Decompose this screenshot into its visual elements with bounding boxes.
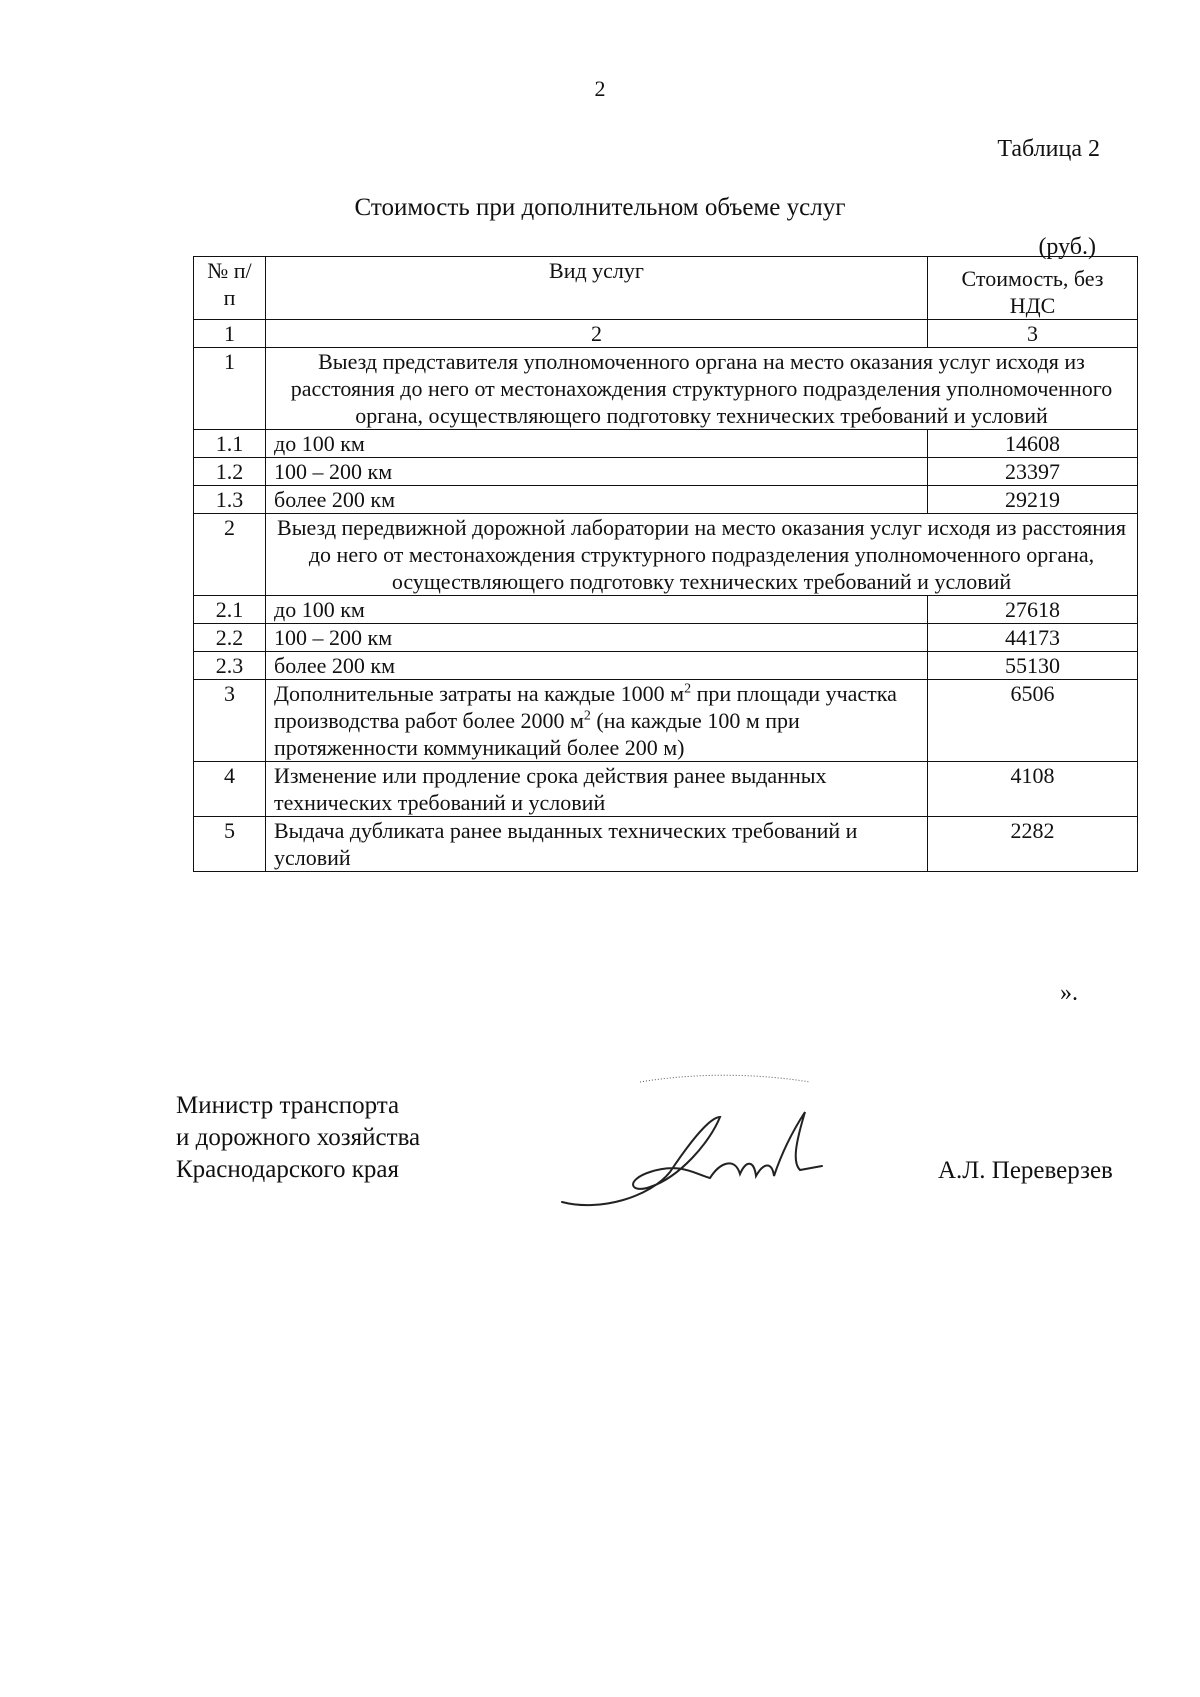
table-row <box>194 430 1138 458</box>
superscript: 2 <box>583 708 591 724</box>
superscript: 2 <box>684 681 692 697</box>
row-price: 23397 <box>928 458 1138 486</box>
row-price: 6506 <box>928 680 1138 762</box>
table-row <box>194 348 1138 430</box>
position-line: и дорожного хозяйства <box>176 1124 421 1151</box>
row-price: 44173 <box>928 624 1138 652</box>
position-line: Министр транспорта <box>176 1092 400 1119</box>
price-table <box>193 256 1138 872</box>
row-service-part2: при площади участка производства работ более 2000 м <box>274 681 897 733</box>
row-num: 2.3 <box>194 652 266 680</box>
row-price: 4108 <box>928 762 1138 817</box>
row-service: Изменение или продление срока действия ранее выданных технических требований и условий <box>266 762 928 817</box>
row-num: 5 <box>194 817 266 872</box>
column-index-2: 2 <box>266 320 928 348</box>
table-row <box>194 624 1138 652</box>
row-num: 2.2 <box>194 624 266 652</box>
row-num: 1.1 <box>194 430 266 458</box>
signer-name: А.Л. Переверзев <box>938 1157 1113 1184</box>
row-num: 3 <box>194 680 266 762</box>
signatory-position <box>176 1090 420 1186</box>
section-heading: Выезд передвижной дорожной лаборатории на место оказания услуг исходя из расстояния до него от местонахождения структурного подразделения уполномоченного органа, осуществляющего подготовку технических требований и условий <box>266 514 1138 596</box>
column-index-3: 3 <box>928 320 1138 348</box>
row-price: 2282 <box>928 817 1138 872</box>
page-number: 2 <box>594 76 606 101</box>
row-num: 1.3 <box>194 486 266 514</box>
table-label: Таблица 2 <box>997 136 1100 162</box>
section-heading: Выезд представителя уполномоченного органа на место оказания услуг исходя из расстояния до него от местонахождения структурного подразделения уполномоченного органа, осуществляющего подготовку технических требований и условий <box>266 348 1138 430</box>
column-index-1: 1 <box>194 320 266 348</box>
row-num: 4 <box>194 762 266 817</box>
row-price: 29219 <box>928 486 1138 514</box>
document-title: Стоимость при дополнительном объеме услуг <box>354 194 846 221</box>
row-service: до 100 км <box>266 430 928 458</box>
row-service: Выдача дубликата ранее выданных технических требований и условий <box>266 817 928 872</box>
column-index-row <box>194 320 1138 348</box>
row-service: 100 – 200 км <box>266 624 928 652</box>
row-num: 2.1 <box>194 596 266 624</box>
row-price: 55130 <box>928 652 1138 680</box>
row-num: 2 <box>194 514 266 596</box>
row-service <box>266 680 928 762</box>
header-cost: Стоимость, без НДС <box>928 257 1138 320</box>
unit-label: (руб.) <box>1038 234 1096 260</box>
table-row <box>194 762 1138 817</box>
row-service: более 200 км <box>266 652 928 680</box>
row-service-part1: Дополнительные затраты на каждые 1000 м <box>274 681 685 706</box>
table-row <box>194 486 1138 514</box>
row-service-part3: (на каждые 100 м при протяженности коммуникаций более 200 м) <box>274 708 800 760</box>
row-num: 1.2 <box>194 458 266 486</box>
position-line: Краснодарского края <box>176 1156 399 1183</box>
table-row <box>194 652 1138 680</box>
table-header-row <box>194 257 1138 320</box>
table-row <box>194 817 1138 872</box>
header-service: Вид услуг <box>266 257 928 320</box>
row-service: до 100 км <box>266 596 928 624</box>
table-row <box>194 458 1138 486</box>
row-price: 27618 <box>928 596 1138 624</box>
handwritten-signature <box>560 1062 860 1212</box>
closing-quote: ». <box>1060 980 1078 1006</box>
row-service: более 200 км <box>266 486 928 514</box>
table-row <box>194 596 1138 624</box>
header-num: № п/п <box>194 257 266 320</box>
table-row <box>194 680 1138 762</box>
row-price: 14608 <box>928 430 1138 458</box>
row-service: 100 – 200 км <box>266 458 928 486</box>
row-num: 1 <box>194 348 266 430</box>
table-row <box>194 514 1138 596</box>
